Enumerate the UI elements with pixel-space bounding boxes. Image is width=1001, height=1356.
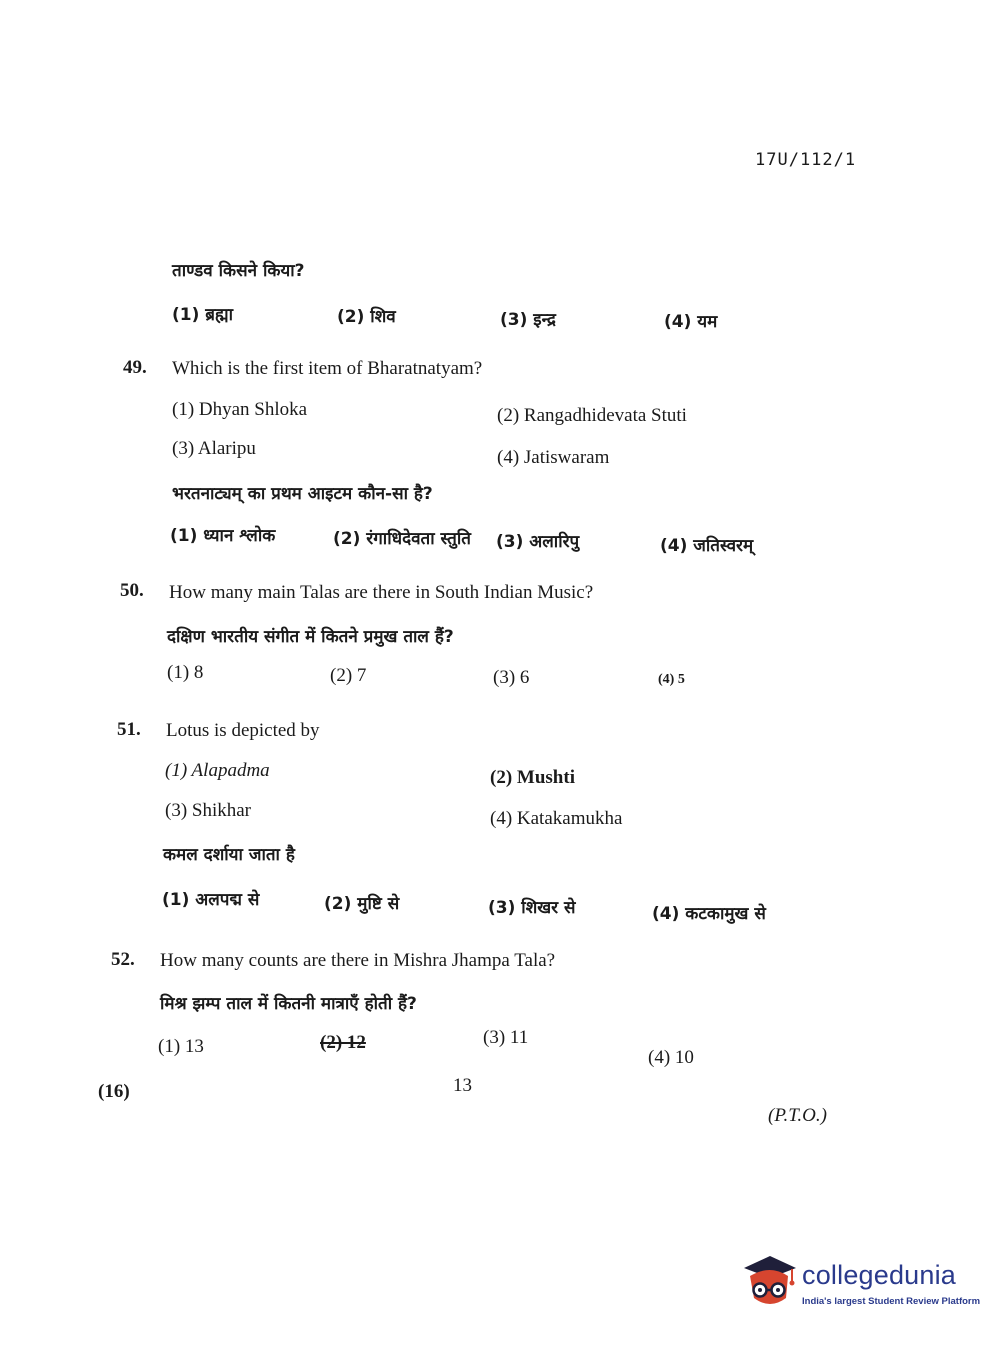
q49-hindi-option-2: (2) रंगाधिदेवता स्तुति bbox=[333, 529, 471, 549]
q50-option-2: (2) 7 bbox=[330, 665, 367, 686]
set-number: (16) bbox=[98, 1081, 130, 1102]
q48-option-4: (4) यम bbox=[664, 312, 718, 332]
q50-number: 50. bbox=[120, 580, 144, 601]
q52-question: How many counts are there in Mishra Jhampa Tala? bbox=[160, 950, 556, 971]
q48-option-3: (3) इन्द्र bbox=[500, 310, 556, 330]
q51-question: Lotus is depicted by bbox=[166, 720, 320, 741]
q49-option-2: (2) Rangadhidevata Stuti bbox=[497, 405, 687, 426]
q50-option-3: (3) 6 bbox=[493, 667, 530, 688]
q51-hindi-option-2: (2) मुष्टि से bbox=[324, 894, 400, 914]
paper-code: 17U/112/1 bbox=[755, 150, 857, 170]
collegedunia-watermark bbox=[740, 1250, 981, 1314]
q49-question: Which is the first item of Bharatnatyam? bbox=[172, 358, 483, 379]
q51-option-2: (2) Mushti bbox=[490, 767, 575, 788]
q52-hindi-question: मिश्र झम्प ताल में कितनी मात्राएँ होती हैं? bbox=[160, 994, 417, 1014]
q51-hindi-question: कमल दर्शाया जाता है bbox=[163, 845, 295, 865]
q49-option-1: (1) Dhyan Shloka bbox=[172, 399, 308, 420]
q52-option-1: (1) 13 bbox=[158, 1036, 204, 1057]
q50-question: How many main Talas are there in South Indian Music? bbox=[169, 582, 594, 603]
q51-hindi-option-3: (3) शिखर से bbox=[488, 898, 576, 918]
q51-hindi-option-1: (1) अलपद्म से bbox=[162, 890, 260, 910]
q48-option-1: (1) ब्रह्मा bbox=[172, 305, 234, 325]
q49-option-3: (3) Alaripu bbox=[172, 438, 256, 459]
q51-option-3: (3) Shikhar bbox=[165, 800, 252, 821]
q52-option-2: (2) 12 bbox=[320, 1032, 366, 1053]
q50-option-4: (4) 5 bbox=[658, 672, 685, 687]
q50-option-1: (1) 8 bbox=[167, 662, 204, 683]
q51-option-1: (1) Alapadma bbox=[165, 760, 270, 781]
graduate-mascot-icon bbox=[740, 1250, 798, 1314]
q51-hindi-option-4: (4) कटकामुख से bbox=[652, 904, 766, 924]
pto-label: (P.T.O.) bbox=[768, 1105, 827, 1126]
q49-hindi-option-3: (3) अलारिपु bbox=[496, 532, 580, 552]
page-number: 13 bbox=[453, 1075, 472, 1096]
q49-option-4: (4) Jatiswaram bbox=[497, 447, 610, 468]
q49-number: 49. bbox=[123, 357, 147, 378]
brand-tagline: India's largest Student Review Platform bbox=[802, 1296, 981, 1307]
q49-hindi-option-1: (1) ध्यान श्लोक bbox=[170, 526, 276, 546]
q52-option-3: (3) 11 bbox=[483, 1027, 529, 1048]
q49-hindi-option-4: (4) जतिस्वरम् bbox=[660, 536, 754, 556]
brand-name: collegedunia bbox=[802, 1260, 957, 1290]
q48-option-2: (2) शिव bbox=[337, 307, 396, 327]
q52-option-4: (4) 10 bbox=[648, 1047, 694, 1068]
q52-number: 52. bbox=[111, 949, 135, 970]
q51-option-4: (4) Katakamukha bbox=[490, 808, 623, 829]
q49-hindi-question: भरतनाट्यम् का प्रथम आइटम कौन-सा है? bbox=[172, 484, 433, 504]
q51-number: 51. bbox=[117, 719, 141, 740]
q48-hindi-question: ताण्डव किसने किया? bbox=[172, 261, 305, 281]
q50-hindi-question: दक्षिण भारतीय संगीत में कितने प्रमुख ताल हैं? bbox=[167, 627, 454, 647]
